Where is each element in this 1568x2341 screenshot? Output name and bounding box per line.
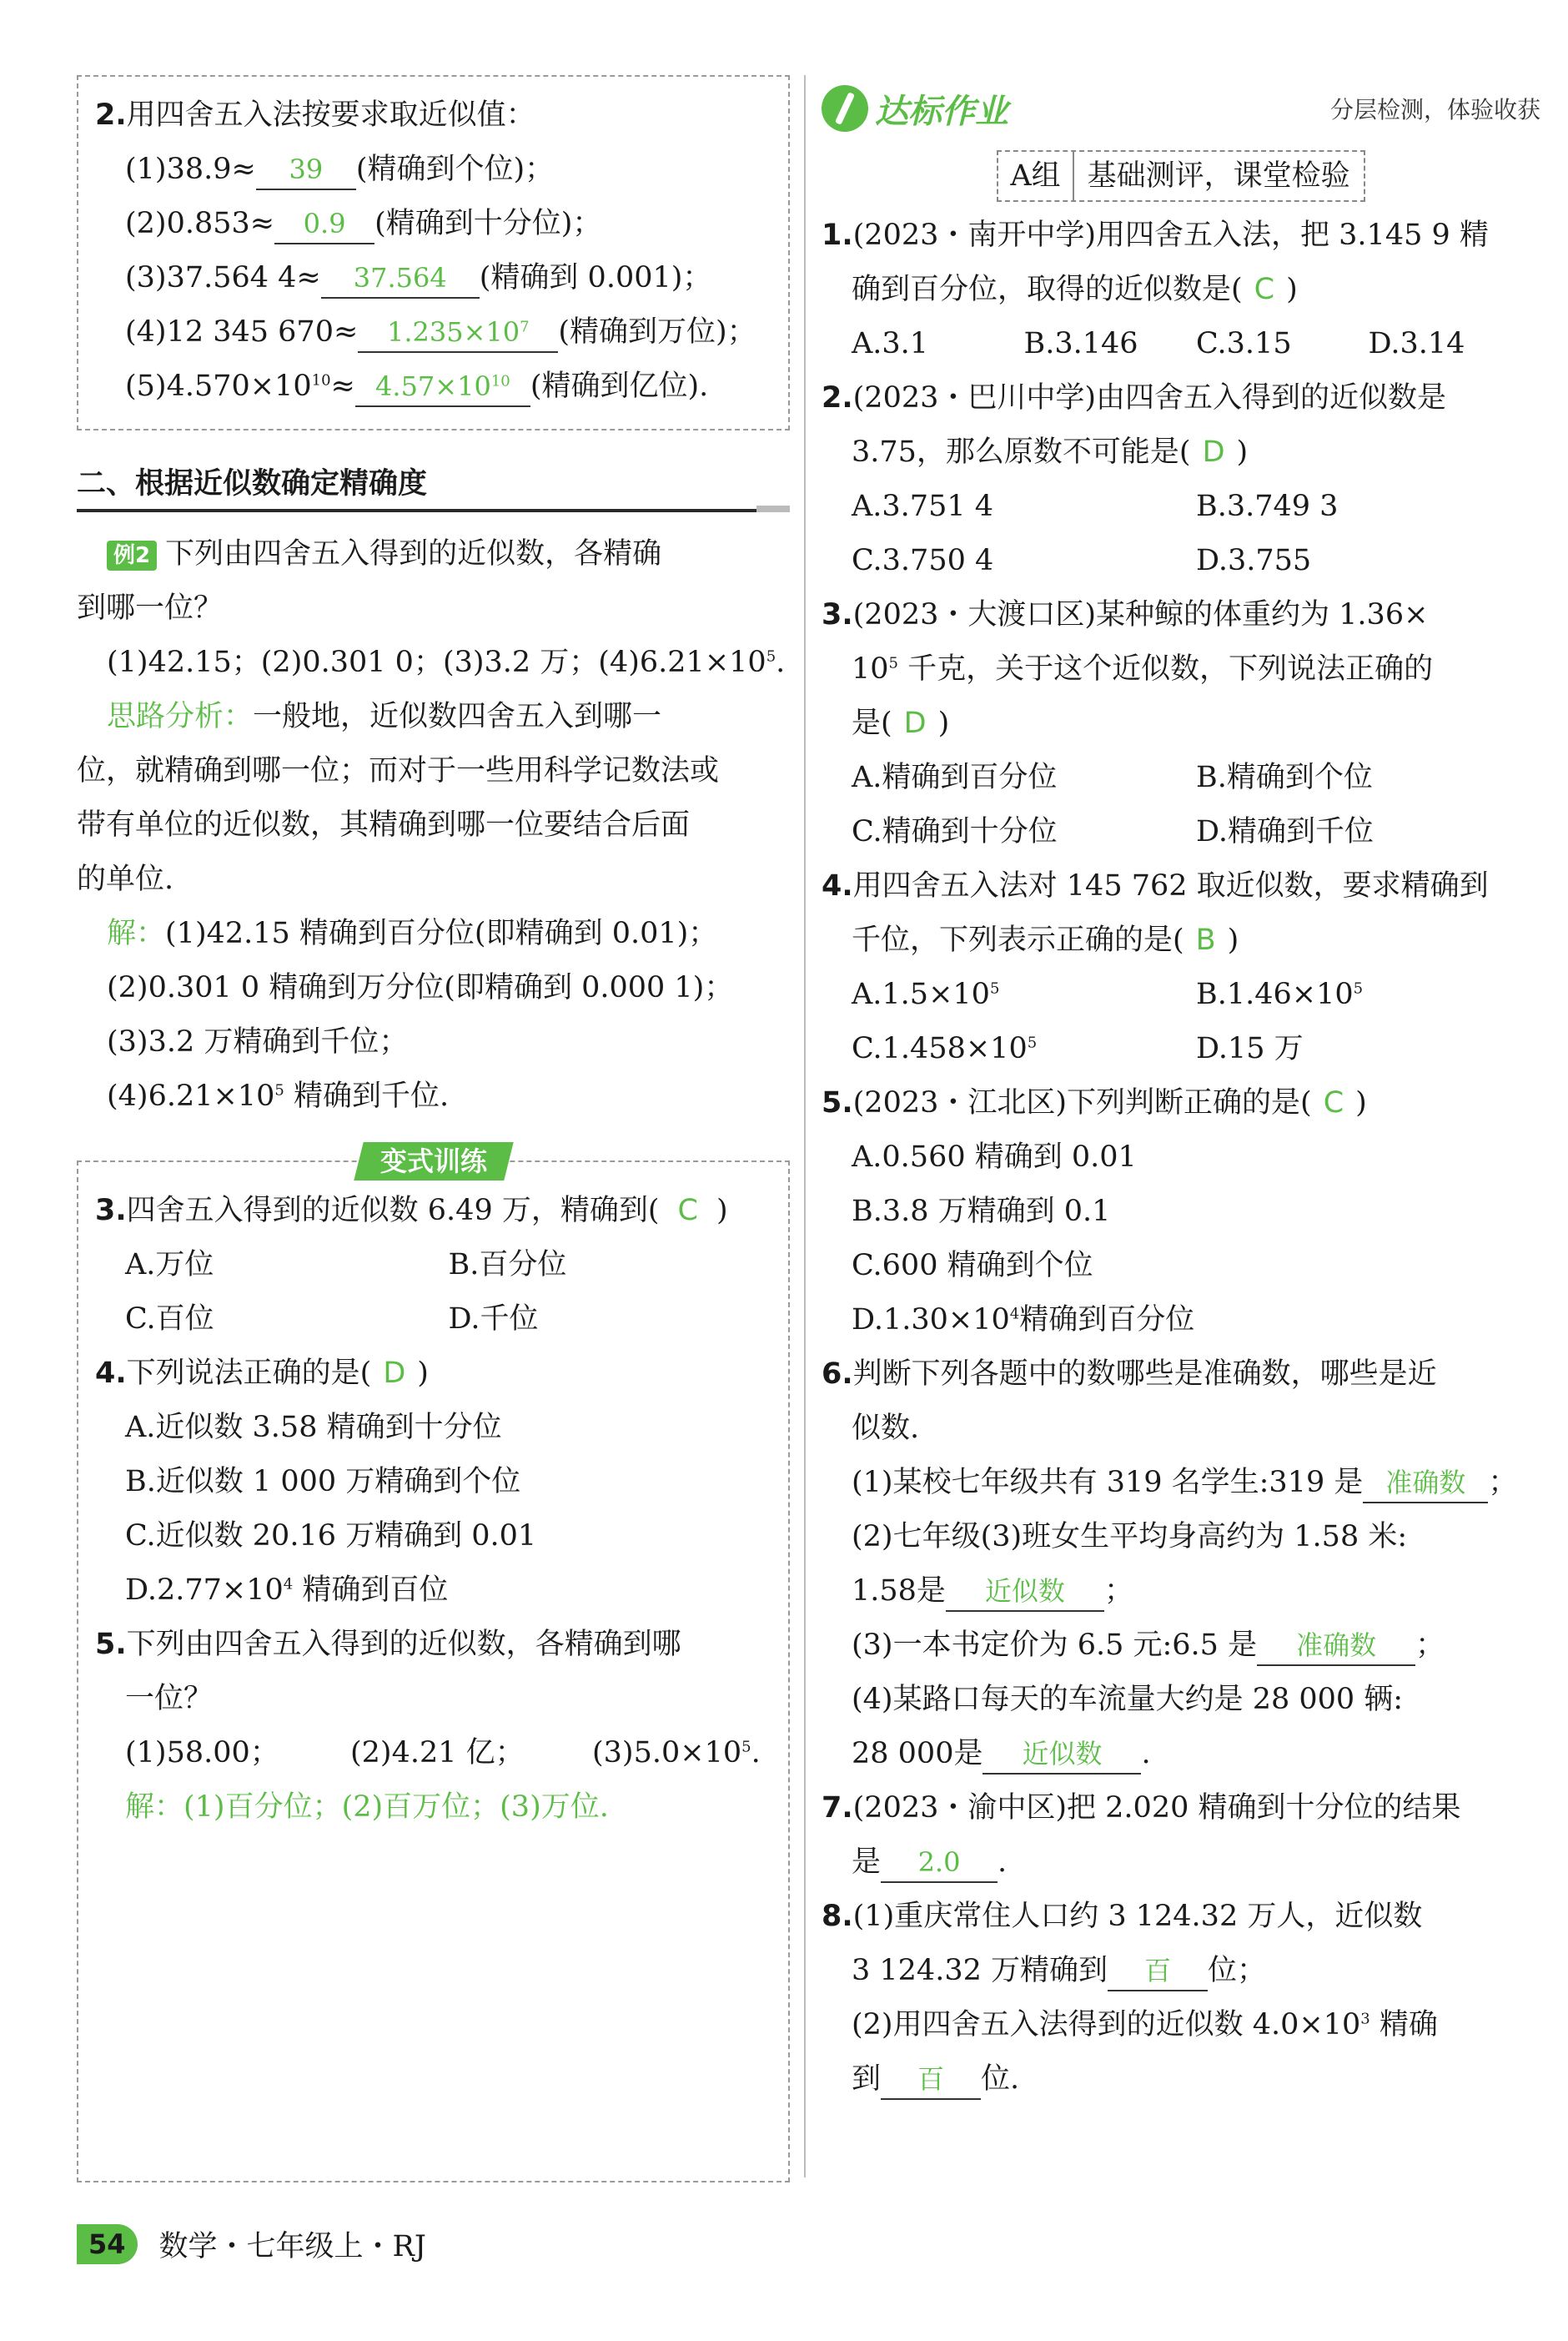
answer-blank: 37.564 — [321, 259, 480, 299]
answer-blank: 近似数 — [946, 1572, 1104, 1612]
homework-header — [822, 75, 1540, 142]
item-5: $(5)4.570\times 10^{10}\approx 4.57\times 10^{10}$ (精确到亿位). — [95, 360, 771, 414]
answer: D — [1202, 435, 1225, 469]
right-column: 达标作业 分层检测，体验收获 A组 基础测评，课堂检验 1.(2023・南开中学)用四舍五入法，把 3.145 9 精 确到百分位，取得的近似数是( C ) A.3.1 B.3.146 C.3.15 D.3.14 2.(2023・巴川中学)由四舍五入得到的近似数是 3.75，那么原数不可能是( D ) A.3.751 4 B.3.749 3 C.3.750 4 D.3.755 3.(2023・大渡口区)某种鲸的体重约为 1.36× $10^5$ 千克，关于这个近似数，下列说法正确的 是( D ) A.精确到百分位 B.精确到个位 C.精确到十分位 D.精确到千位 4.用四舍五入法对 145 762 取近似数，要求精确到 千位，下列表示正确的是( B ) $A.1.5\times 10^5$ $B.1.46\times 10^5$ $C.1.458\times 10^5$ D.15 万 5.(2023・江北区)下列判断正确的是( C ) A.0.560 精确到 0.01 B.3.8 万精确到 0.1 C.600 精确到个位 $D.1.30\times 10^4$精确到百分位 6.判断下列各题中的数哪些是准确数，哪些是近 似数. (1)某校七年级共有 319 名学生:319 是 准确数 ； (2)七年级(3)班女生平均身高约为 1.58 米: 1.58是 近似数 ； (3)一本书定价为 6.5 元:6.5 是 准确数 ； (4)某路口每天的车流量大约是 28 000 辆: 28 000是 近似数 . 7.(2023・渝中区)把 2.020 精确到十分位的结果 是 2.0 . 8.(1)重庆常住人口约 3 124.32 万人，近似数 3 124.32 万精确到 百 位； (2)用四舍五入法得到的近似数 $4.0\times 10^3$ 精确 到 百 位. — [822, 75, 1540, 2107]
example-badge: 例2 — [107, 541, 157, 571]
answer-blank: 准确数 — [1363, 1463, 1488, 1503]
group-label: A组 基础测评，课堂检验 — [997, 150, 1364, 202]
section-heading: 二、根据近似数确定精确度 — [77, 459, 790, 512]
answer-blank: 39 — [256, 150, 356, 190]
motto: 分层检测，体验收获 — [1329, 96, 1540, 123]
answer-blank: $1.235\times 10^7$ — [358, 313, 558, 353]
answer-blank: 0.9 — [274, 204, 374, 244]
answer-blank: $4.57\times 10^{10}$ — [355, 367, 530, 407]
item-4: (4)12 345 $670\approx 1.235\times 10^7$ (精确到万位)； — [95, 305, 771, 360]
item-1: (1)38.9≈ 39 (精确到个位)； — [95, 143, 771, 197]
answer: C — [677, 1194, 698, 1227]
left-column — [77, 75, 790, 2182]
analysis-label: 思路分析： — [107, 700, 254, 733]
answer-blank: 准确数 — [1257, 1626, 1415, 1666]
answer: B — [1195, 924, 1216, 957]
answer-blank: 近似数 — [983, 1734, 1141, 1775]
solution-label: 解： — [107, 917, 166, 950]
answer: D — [383, 1357, 406, 1390]
page-footer — [77, 2223, 426, 2265]
answer-blank: 2.0 — [881, 1843, 998, 1883]
page-number: 54 — [77, 2224, 138, 2264]
column-divider — [804, 75, 806, 2177]
question-text: 用四舍五入法按要求取近似值： — [126, 98, 535, 132]
answer: D — [903, 707, 927, 740]
answer-blank: 百 — [1108, 1951, 1208, 1991]
answer: C — [1254, 273, 1275, 306]
answer: C — [1323, 1086, 1344, 1120]
homework-logo: 达标作业 — [822, 85, 1008, 133]
example-2: 例2 下列由四舍五入得到的近似数，各精确 到哪一位？ (1)42.15；(2)0.301 0；(3)3.2 万；$(4)6.21\times 10^5$. 思路分析：一般地，近似数四舍五入到哪一 位，就精确到哪一位；而对于一些用科学记数法或 带有单位的近似数，其精确到哪一位要结合后面 的单位. 解：(1)42.15 精确到百分位(即精确到 0.01)； (2)0.301 0 精确到万分位(即精确到 0.000 1)； (3)3.2 万精确到千位； $(4)6.21\times 10^5$ 精确到千位. — [77, 537, 786, 1113]
item-2: (2)0.853≈ 0.9 (精确到十分位)； — [95, 197, 771, 251]
practice-box-1: 2.用四舍五入法按要求取近似值： (1)38.9≈ 39 (精确到个位)； (2)0.853≈ 0.9 (精确到十分位)； (3)37.564 4≈ 37.564 (精确到 0.001)； (4)12 345 $670\approx 1.235\times 10^7$ (精确到万位)； $(5)4.570\times 10^{10}\approx 4.57\times 10^{10}$ (精确到亿位). — [77, 75, 790, 430]
book-title: 数学・七年级上・RJ — [158, 2230, 426, 2263]
pen-icon — [822, 85, 868, 132]
answer-blank: 百 — [881, 2060, 981, 2100]
answer: 解：(1)百分位；(2)百万位；(3)万位. — [125, 1790, 609, 1824]
practice-box-2: 变式训练 3.四舍五入得到的近似数 6.49 万，精确到( C ) A.万位 B.百分位 C.百位 D.千位 4.下列说法正确的是( D ) A.近似数 3.58 精确到十分位 B.近似数 1 000 万精确到个位 C.近似数 20.16 万精确到 0.01 $D.2.77\times 10^4$ 精确到百位 5.下列由四舍五入得到的近似数，各精确到哪 一位？ (1)58.00； (2)4.21 亿； $(3)5.0\times 10^5$. 解：(1)百分位；(2)百万位；(3)万位. — [77, 1160, 790, 2182]
box-title: 变式训练 — [354, 1142, 513, 1181]
item-3: (3)37.564 4≈ 37.564 (精确到 0.001)； — [95, 251, 771, 305]
